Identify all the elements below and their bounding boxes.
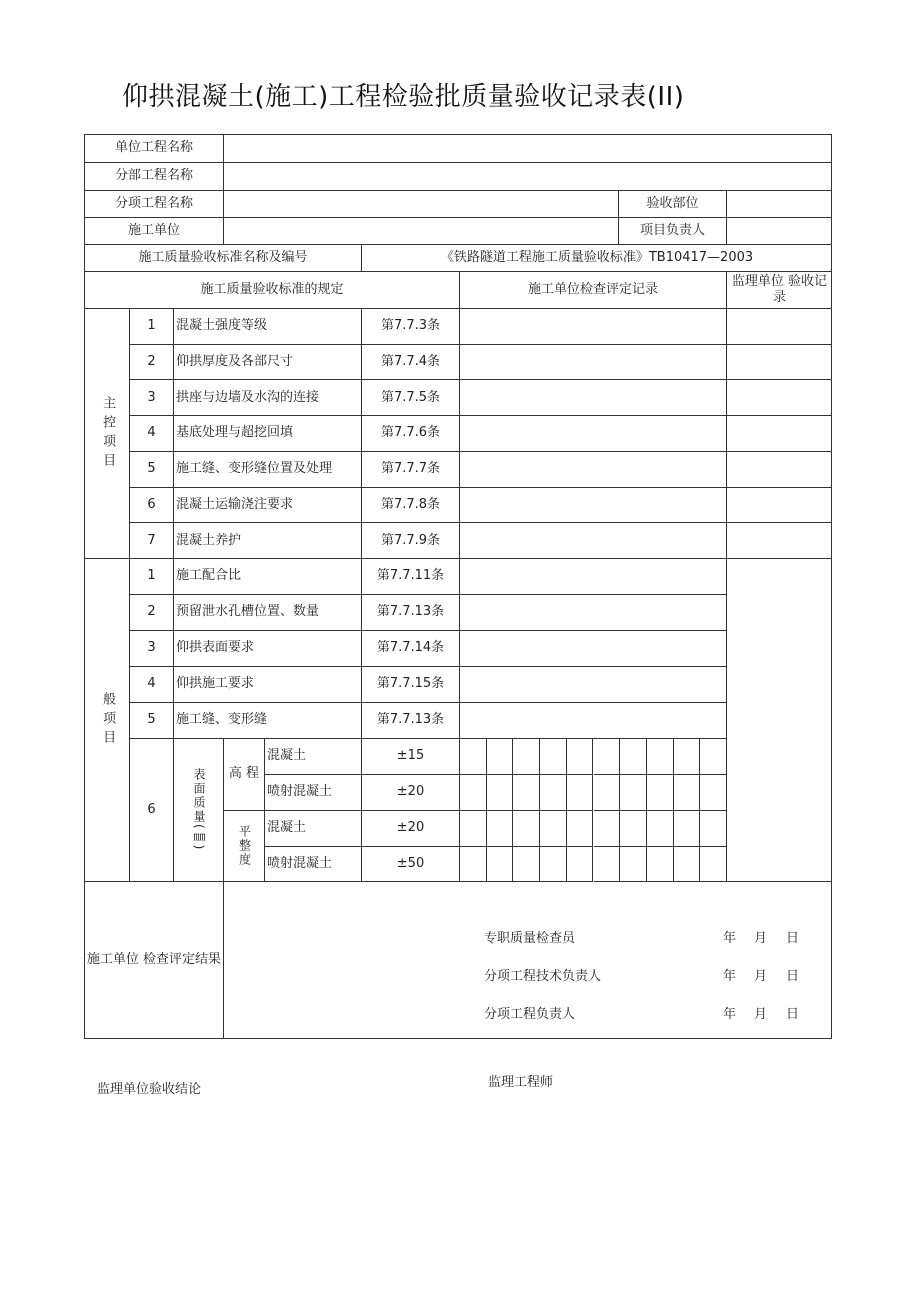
signer-month: 月 bbox=[754, 931, 768, 946]
measurement-cell[interactable] bbox=[540, 811, 567, 847]
result-label: 施工单位 检查评定结果 bbox=[85, 882, 224, 1039]
signer-year: 年 bbox=[723, 931, 737, 946]
measurement-cell[interactable] bbox=[620, 847, 647, 882]
measurement-cell[interactable] bbox=[647, 811, 674, 847]
project-leader-label: 项目负责人 bbox=[619, 218, 727, 245]
general-item-clause: 第7.7.11条 bbox=[362, 559, 460, 595]
unit-project-field[interactable] bbox=[224, 135, 832, 163]
general-item-clause: 第7.7.13条 bbox=[362, 595, 460, 631]
main-item-check-cell[interactable] bbox=[460, 309, 727, 345]
main-item-check-cell[interactable] bbox=[460, 345, 727, 381]
main-item-clause: 第7.7.5条 bbox=[362, 380, 460, 416]
measurement-cell[interactable] bbox=[460, 811, 487, 847]
measurement-cell[interactable] bbox=[513, 811, 540, 847]
acceptance-part-field[interactable] bbox=[727, 191, 832, 218]
general-item-clause: 第7.7.13条 bbox=[362, 703, 460, 739]
general-item-check-cell[interactable] bbox=[460, 703, 727, 739]
construction-unit-field[interactable] bbox=[224, 218, 619, 245]
general-item-clause: 第7.7.14条 bbox=[362, 631, 460, 667]
measurement-cell[interactable] bbox=[700, 775, 727, 811]
measurement-cell[interactable] bbox=[487, 775, 514, 811]
signer-year: 年 bbox=[723, 969, 737, 984]
signer-day: 日 bbox=[786, 969, 800, 984]
item6-tolerance: ±15 bbox=[362, 739, 460, 775]
measurement-cell[interactable] bbox=[460, 847, 487, 882]
measurement-cell[interactable] bbox=[567, 739, 594, 775]
item6-material: 喷射混凝土 bbox=[265, 775, 362, 811]
main-item-no: 5 bbox=[130, 452, 174, 488]
measurement-cell[interactable] bbox=[513, 775, 540, 811]
supervision-conclusion-label: 监理单位验收结论 bbox=[97, 1082, 202, 1097]
main-item-check-cell[interactable] bbox=[460, 380, 727, 416]
subitem-project-field[interactable] bbox=[224, 191, 619, 218]
main-item-check-cell[interactable] bbox=[460, 523, 727, 559]
construction-unit-label: 施工单位 bbox=[85, 218, 224, 245]
item6-no: 6 bbox=[130, 739, 174, 882]
main-item-name: 混凝土养护 bbox=[174, 523, 362, 559]
measurement-cell[interactable] bbox=[540, 847, 567, 882]
main-item-clause: 第7.7.8条 bbox=[362, 488, 460, 524]
measurement-cell[interactable] bbox=[674, 775, 701, 811]
signer-role: 分项工程技术负责人 bbox=[484, 969, 602, 984]
signer-month: 月 bbox=[754, 1007, 768, 1022]
general-item-no: 2 bbox=[130, 595, 174, 631]
main-item-clause: 第7.7.9条 bbox=[362, 523, 460, 559]
measurement-cell[interactable] bbox=[647, 739, 674, 775]
main-item-supervision-cell[interactable] bbox=[727, 523, 832, 559]
project-leader-field[interactable] bbox=[727, 218, 832, 245]
signer-role: 专职质量检查员 bbox=[484, 931, 576, 946]
subitem-project-label: 分项工程名称 bbox=[85, 191, 224, 218]
measurement-cell[interactable] bbox=[647, 847, 674, 882]
general-item-name: 仰拱表面要求 bbox=[174, 631, 362, 667]
general-item-no: 4 bbox=[130, 667, 174, 703]
general-item-no: 3 bbox=[130, 631, 174, 667]
main-item-no: 2 bbox=[130, 345, 174, 381]
main-item-clause: 第7.7.4条 bbox=[362, 345, 460, 381]
general-item-name: 仰拱施工要求 bbox=[174, 667, 362, 703]
measurement-cell[interactable] bbox=[594, 775, 621, 811]
main-item-check-cell[interactable] bbox=[460, 488, 727, 524]
measurement-cell[interactable] bbox=[700, 811, 727, 847]
item6-tolerance: ±20 bbox=[362, 811, 460, 847]
measurement-cell[interactable] bbox=[513, 739, 540, 775]
measurement-cell[interactable] bbox=[567, 847, 594, 882]
signer-role: 分项工程负责人 bbox=[484, 1007, 576, 1022]
measurement-cell[interactable] bbox=[594, 847, 621, 882]
main-item-supervision-cell[interactable] bbox=[727, 488, 832, 524]
measurement-cell[interactable] bbox=[460, 739, 487, 775]
signer-day: 日 bbox=[786, 931, 800, 946]
measurement-cell[interactable] bbox=[487, 811, 514, 847]
measurement-cell[interactable] bbox=[594, 739, 621, 775]
main-item-no: 1 bbox=[130, 309, 174, 345]
general-item-no: 5 bbox=[130, 703, 174, 739]
general-item-check-cell[interactable] bbox=[460, 559, 727, 595]
main-item-clause: 第7.7.6条 bbox=[362, 416, 460, 452]
main-item-name: 混凝土强度等级 bbox=[174, 309, 362, 345]
measurement-cell[interactable] bbox=[700, 739, 727, 775]
main-item-supervision-cell[interactable] bbox=[727, 309, 832, 345]
flatness-label: 平整度 bbox=[224, 811, 265, 882]
main-item-clause: 第7.7.7条 bbox=[362, 452, 460, 488]
item6-material: 混凝土 bbox=[265, 739, 362, 775]
measurement-cell[interactable] bbox=[594, 811, 621, 847]
signer-day: 日 bbox=[786, 1007, 800, 1022]
main-item-supervision-cell[interactable] bbox=[727, 452, 832, 488]
main-item-no: 3 bbox=[130, 380, 174, 416]
general-item-name: 施工缝、变形缝 bbox=[174, 703, 362, 739]
measurement-cell[interactable] bbox=[700, 847, 727, 882]
general-item-check-cell[interactable] bbox=[460, 667, 727, 703]
general-supervision-cell[interactable] bbox=[727, 559, 832, 882]
supervision-record-header: 监理单位 验收记录 bbox=[727, 272, 832, 309]
measurement-cell[interactable] bbox=[674, 847, 701, 882]
acceptance-part-label: 验收部位 bbox=[619, 191, 727, 218]
general-item-check-cell[interactable] bbox=[460, 595, 727, 631]
standard-rules-header: 施工质量验收标准的规定 bbox=[85, 272, 460, 309]
main-item-no: 6 bbox=[130, 488, 174, 524]
general-item-name: 施工配合比 bbox=[174, 559, 362, 595]
supervision-engineer-label: 监理工程师 bbox=[488, 1075, 554, 1090]
measurement-cell[interactable] bbox=[540, 739, 567, 775]
general-item-check-cell[interactable] bbox=[460, 631, 727, 667]
main-item-supervision-cell[interactable] bbox=[727, 380, 832, 416]
main-item-name: 仰拱厚度及各部尺寸 bbox=[174, 345, 362, 381]
signer-year: 年 bbox=[723, 1007, 737, 1022]
construction-check-header: 施工单位检查评定记录 bbox=[460, 272, 727, 309]
measurement-cell[interactable] bbox=[487, 847, 514, 882]
measurement-cell[interactable] bbox=[567, 775, 594, 811]
main-control-label: 主控项目 bbox=[85, 309, 130, 559]
main-item-name: 拱座与边墙及水沟的连接 bbox=[174, 380, 362, 416]
measurement-cell[interactable] bbox=[540, 775, 567, 811]
main-item-no: 4 bbox=[130, 416, 174, 452]
measurement-cell[interactable] bbox=[460, 775, 487, 811]
main-item-clause: 第7.7.3条 bbox=[362, 309, 460, 345]
item6-tolerance: ±50 bbox=[362, 847, 460, 882]
item6-material: 喷射混凝土 bbox=[265, 847, 362, 882]
general-item-name: 预留泄水孔槽位置、数量 bbox=[174, 595, 362, 631]
measurement-cell[interactable] bbox=[620, 739, 647, 775]
general-item-clause: 第7.7.15条 bbox=[362, 667, 460, 703]
main-item-check-cell[interactable] bbox=[460, 452, 727, 488]
main-item-check-cell[interactable] bbox=[460, 416, 727, 452]
measurement-cell[interactable] bbox=[567, 811, 594, 847]
measurement-cell[interactable] bbox=[513, 847, 540, 882]
inspection-form bbox=[84, 134, 832, 1039]
measurement-cell[interactable] bbox=[647, 775, 674, 811]
standard-name-value: 《铁路隧道工程施工质量验收标准》TB10417—2003 bbox=[362, 245, 832, 272]
signer-month: 月 bbox=[754, 969, 768, 984]
elevation-label: 高 程 bbox=[224, 739, 265, 811]
main-item-name: 混凝土运输浇注要求 bbox=[174, 488, 362, 524]
general-item-no: 1 bbox=[130, 559, 174, 595]
division-project-field[interactable] bbox=[224, 163, 832, 191]
surface-quality-label: 表面质量(㎜) bbox=[174, 739, 224, 882]
main-item-name: 施工缝、变形缝位置及处理 bbox=[174, 452, 362, 488]
measurement-cell[interactable] bbox=[674, 811, 701, 847]
measurement-cell[interactable] bbox=[620, 775, 647, 811]
main-item-name: 基底处理与超挖回填 bbox=[174, 416, 362, 452]
main-item-supervision-cell[interactable] bbox=[727, 345, 832, 381]
general-label: 般项目 bbox=[85, 559, 130, 882]
division-project-label: 分部工程名称 bbox=[85, 163, 224, 191]
main-item-supervision-cell[interactable] bbox=[727, 416, 832, 452]
measurement-cell[interactable] bbox=[487, 739, 514, 775]
standard-name-label: 施工质量验收标准名称及编号 bbox=[85, 245, 362, 272]
page-title: 仰拱混凝土(施工)工程检验批质量验收记录表(II) bbox=[122, 82, 685, 112]
measurement-cell[interactable] bbox=[620, 811, 647, 847]
unit-project-label: 单位工程名称 bbox=[85, 135, 224, 163]
measurement-cell[interactable] bbox=[674, 739, 701, 775]
main-item-no: 7 bbox=[130, 523, 174, 559]
item6-tolerance: ±20 bbox=[362, 775, 460, 811]
item6-material: 混凝土 bbox=[265, 811, 362, 847]
